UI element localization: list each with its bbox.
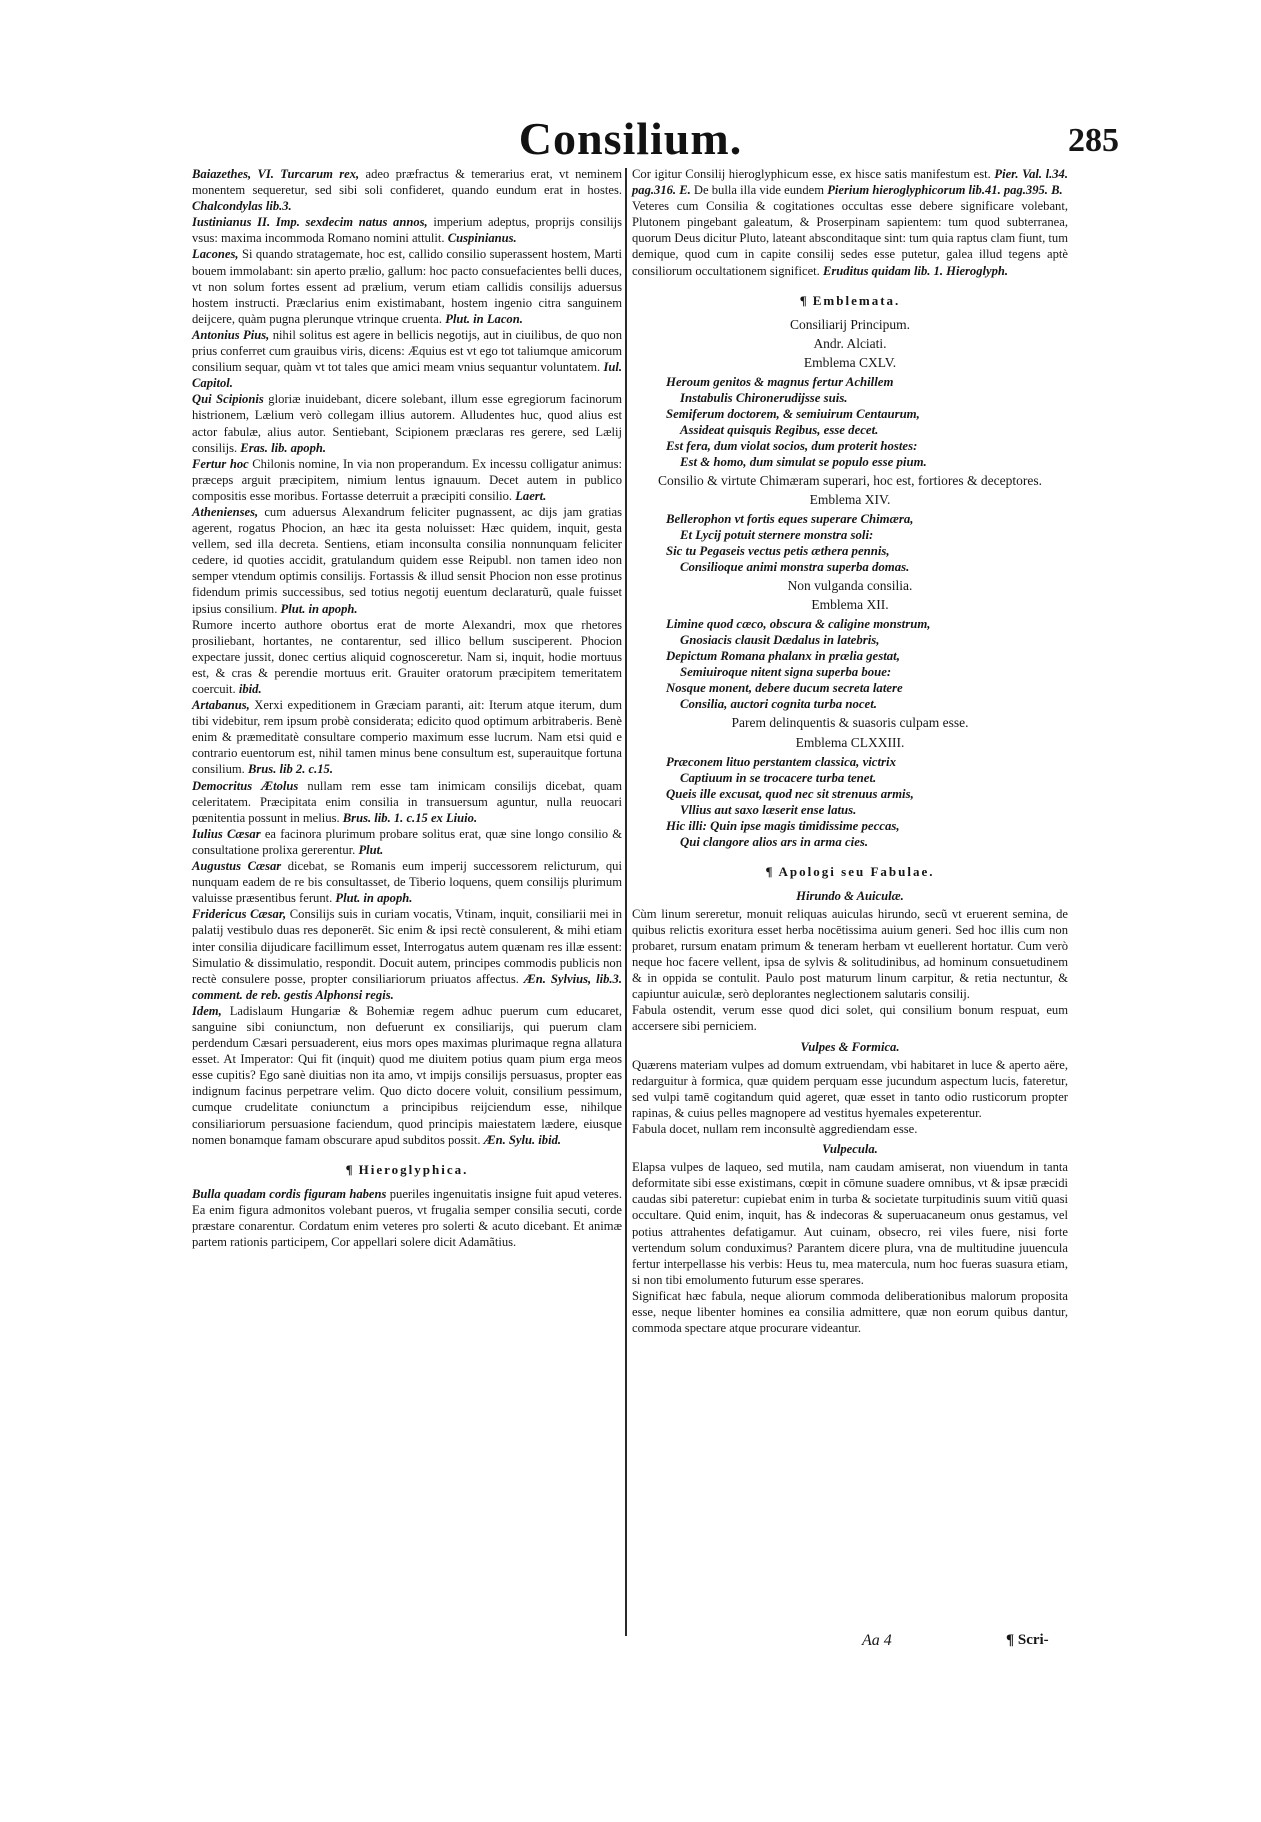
verse-line: Assideat quisquis Regibus, esse decet.	[680, 423, 879, 438]
verse-line: Instabulis Chironerudijsse suis.	[680, 391, 848, 406]
entry-text: De bulla illa vide eundem	[690, 183, 828, 198]
verse-line: Heroum genitos & magnus fertur Achillem	[666, 375, 894, 390]
fable-title: Vulpes & Formica.	[800, 1039, 900, 1054]
entry-source: Plut. in apoph.	[280, 601, 358, 616]
entry-source: Æn. Sylvius, lib.3. comment. de reb. gestis Alphonsi regis.	[192, 971, 622, 1002]
entry-lead: Antonius Pius,	[192, 327, 270, 342]
verse-line: Est & homo, dum simulat se populo esse pium.	[680, 455, 927, 470]
fable-paragraph: Quærens materiam vulpes ad domum extruendam, vbi habitaret in luce & aperto aëre, redarguitur à formica, quæ quidem perquam esse jucundum aspectum lucis, fateretur, sed vulpi tamē cogitandum quid ageret, quæ esset in tanto odio rusticorum propter rapinas, & cuius pelles magnopere ad vestitus hyemales expeterentur.	[632, 1057, 1068, 1120]
entry-paragraph	[192, 697, 622, 777]
verse-line: Semiferum doctorem, & semiuirum Centaurum,	[666, 407, 920, 422]
fable-paragraph: Significat hæc fabula, neque aliorum commoda deliberationibus malorum proposita esse, neque libenter homines ea consilia admittere, quæ non eorum quibus dantur, commoda spectare atque procurare videantur.	[632, 1288, 1068, 1336]
entry-source: Brus. lib 2. c.15.	[247, 762, 334, 777]
heading-text: Apologi seu Fabulae.	[778, 863, 935, 879]
verse-line: Hic illi: Quin ipse magis timidissime peccas,	[666, 818, 900, 833]
entry-paragraph	[192, 166, 622, 214]
entry-paragraph	[632, 166, 1068, 198]
entry-text: Rumore incerto authore obortus erat de morte Alexandri, mox que rhetores prosiliebant, hortantes, ne contarentur, sed illico bellum susciperent. Phocion expectare jussit, donec certius aliquid cognosceretur. Nam si, inquit, hodie mortuus est, & cras & perendie mortuus erit. Grauiter oratorum præcipitem temeritatem coercuit.	[192, 617, 622, 696]
heading-text: Hieroglyphica.	[358, 1161, 469, 1177]
verse-line: Et Lycij potuit sternere monstra soli:	[680, 528, 874, 543]
page-title: Consilium.	[518, 113, 743, 164]
fable-paragraph: Fabula ostendit, verum esse quod dici solet, qui consilium bonum respuat, eum accersere sibi perniciem.	[632, 1003, 1068, 1034]
verse-line: Est fera, dum violat socios, dum proterit hostes:	[666, 439, 918, 454]
entry-source: Eruditus quidam lib. 1. Hieroglyph.	[822, 263, 1009, 278]
right-column	[632, 166, 1068, 1336]
entry-lead: Bulla quadam cordis figuram habens	[192, 1186, 387, 1201]
entry-text: gloriæ inuidebant, dicere solebant, illum esse egregiorum facinorum histrionem, Lælium verò collegam illius autorem. Alludentes huc, quod alius est actor fabulæ, alius autor. Sentiebant, Scipionem præclaras res gerere, sed Lælij consilijs.	[192, 392, 622, 455]
verse-line: Qui clangore alios ars in arma cies.	[680, 834, 869, 849]
section-heading-emblemata	[632, 293, 1068, 309]
section-heading-hieroglyphica	[192, 1162, 622, 1178]
entry-source: Brus. lib. 1. c.15 ex Liuio.	[342, 810, 478, 825]
signature-mark: Aa 4	[862, 1632, 892, 1649]
entry-text: adeo præfractus & temerarius erat, vt neminem monentem sequeretur, sed sibi soli confideret, quando eundum erat in hostes.	[192, 167, 622, 198]
entry-text: Chilonis nomine, In via non properandum. Ex incessu colligatur animus: præceps arguit præcipitem, nimium lentus ignauum. Decet autem in publico compositis esse moribus. Fortasse deterruit a præcipiti consilio.	[192, 456, 622, 503]
entry-source: Eras. lib. apoph.	[240, 440, 327, 455]
verse-line: Semiuiroque nitent signa superba boue:	[680, 665, 892, 680]
emblem-caption: Consilio & virtute Chimæram superari, hoc est, fortiores & deceptores.	[658, 473, 1042, 489]
entry-lead: Artabanus,	[192, 698, 250, 713]
catchword: ¶ Scri-	[1006, 1632, 1049, 1648]
verse-line: Captiuum in se trocacere turba tenet.	[680, 770, 877, 785]
left-column	[192, 166, 622, 1250]
emblem-author: Andr. Alciati.	[813, 335, 887, 351]
heading-text: Emblemata.	[812, 292, 901, 308]
emblem-verse	[666, 511, 1068, 575]
fable-title: Vulpecula.	[822, 1142, 878, 1157]
entry-source: Æn. Sylu. ibid.	[483, 1132, 562, 1147]
verse-line: Bellerophon vt fortis eques superare Chimæra,	[666, 512, 914, 527]
entry-text: Cor igitur Consilij hieroglyphicum esse, ex hisce satis manifestum est.	[632, 167, 991, 181]
entry-paragraph	[192, 456, 622, 504]
entry-source: Cuspinianus.	[447, 231, 517, 246]
verse-line: Gnosiacis clausit Dædalus in latebris,	[680, 633, 880, 648]
verse-line: Consilia, auctori cognita turba nocet.	[680, 697, 877, 712]
entry-source: Pierium hieroglyphicorum lib.41. pag.395. B.	[827, 183, 1063, 198]
entry-text: Xerxi expeditionem in Græciam paranti, ait: Iterum atque iterum, dum tibi videbitur, rem ipsum probè considerata; edicito quod optimum arbitraberis. Benè enim & præmeditatè consultare comperio maximum esse lucrum. Nam etsi quid e contrario euentorum est, nihil tamen minus bene consultum est, superauitque fortuna consilium.	[192, 698, 622, 777]
entry-source: Plut.	[358, 842, 384, 857]
verse-line: Limine quod cæco, obscura & caligine monstrum,	[666, 617, 931, 632]
emblem-caption: Consiliarij Principum.	[790, 316, 910, 332]
entry-paragraph	[192, 906, 622, 1003]
verse-line: Consilioque animi monstra superba domas.	[680, 560, 910, 575]
entry-lead: Idem,	[192, 1003, 222, 1018]
entry-paragraph	[632, 198, 1068, 278]
entry-source: ibid.	[238, 682, 262, 696]
section-heading-apologi	[632, 864, 1068, 880]
pilcrow-icon: ¶	[765, 863, 775, 879]
entry-paragraph	[192, 617, 622, 697]
emblem-number: Emblema CXLV.	[803, 354, 897, 370]
emblem-caption: Non vulganda consilia.	[787, 578, 913, 594]
entry-paragraph	[192, 504, 622, 617]
entry-text: dicebat, se Romanis eum imperij successorem relicturum, qui nunquam eadem de re bis consultasset, de Tiberio loquens, quem consilijs plurimum valuisse præsentibus ferunt.	[192, 859, 622, 906]
entry-paragraph	[192, 214, 622, 246]
entry-text: Ladislaum Hungariæ & Bohemiæ regem adhuc puerum cum educaret, sanguine sibi coniunctum, non defuerunt ex consiliarijs, qui puerum clam perdendum Cæsari persuaderent, eius mors opes maximas plurimaque regna allatura esset. At Imperator: Qui fit (inquit) quod me diuitem potius quam pium erga meos esse cupitis? Ego sanè diuitias non ita amo, vt impijs consilijs persuasus, propter eas indignum facinus perpetrare velim. Quo dicto docere voluit, consilium pessimum, cumque crudelitate coniunctum a principibus reijciendum esse, nihilque consiliariorum persuasione faciendum, quod principis maiestatem lædere, eiusque nomen bonamque famam obscurare apud subditos possit.	[192, 1003, 622, 1147]
entry-lead: Augustus Cæsar	[192, 859, 282, 874]
entry-lead: Iustinianus II. Imp. sexdecim natus annos,	[192, 215, 428, 230]
fable-title: Hirundo & Auiculæ.	[796, 888, 904, 903]
verse-line: Præconem lituo perstantem classica, victrix	[666, 754, 896, 769]
page-number: 285	[1068, 122, 1119, 159]
entry-source: Laert.	[515, 488, 547, 503]
entry-text: nihil solitus est agere in bellicis negotijs, aut in ciuilibus, de quo non prius conferret cum grauibus viris, dicens: Æquius est vt ego tot taliumque amicorum consilium sequar, quàm vt tot tales que amici meam vnius sequantur voluntatem.	[192, 327, 622, 375]
pilcrow-icon: ¶	[345, 1161, 355, 1177]
emblem-number: Emblema XIV.	[809, 492, 891, 508]
entry-lead: Iulius Cæsar	[192, 826, 261, 841]
verse-line: Nosque monent, debere ducum secreta latere	[666, 681, 903, 696]
entry-lead: Baiazethes, VI. Turcarum rex,	[192, 167, 360, 181]
entry-text: Veteres cum Consilia & cogitationes occultas esse debere significare volebant, Plutonem pingebant galeatum, & Proserpinam sapientem: tum quod subterranea, quorum Deus dicitur Pluto, lateant absconditaque sint: tum quia raptus clam fiunt, tum demique, quod cum in capite consilij sedes esse putetur, galea illud tegens aptè consiliorum occultationem significet.	[632, 199, 1068, 278]
entry-paragraph	[192, 858, 622, 906]
entry-lead: Lacones,	[192, 247, 239, 262]
entry-paragraph	[192, 327, 622, 391]
entry-text: Consilijs suis in curiam vocatis, Vtinam, inquit, consiliarii mei in palatij vestibulo duas res deponerēt. Sic enim & ipsi rectè consulerent, & mihi etiam inter consilia dijudicare facillimum esset, Interrogatus autem quænam res illæ essent: Simulatio & dissimulatio, respondit. Docuit autem, principes commodis publicis non rectè consulere posse, propter consiliariorum priuatos affectus.	[192, 907, 622, 986]
entry-text: pueriles ingenuitatis insigne fuit apud veteres. Ea enim figura admonitos volebant pueros, vt frugalia semper consilia secuti, corde præstare conarentur. Cordatum enim veteres pro solerti & acuto dicebant. Et animæ partem rationis participem, Cor appellari solere dicit Adamãtius.	[192, 1186, 622, 1250]
emblem-verse	[666, 374, 1068, 470]
pilcrow-icon: ¶	[799, 292, 809, 308]
entry-lead: Democritus Ætolus	[192, 778, 299, 793]
entry-text: ea facinora plurimum probare solitus erat, quæ sine longo consilio & consultatione prolixa gererentur.	[192, 826, 622, 857]
entry-text: Si quando stratagemate, hoc est, callido consilio superassent hostem, Marti bouem immolabant: sin aperto prælio, gallum: hoc pacto consuefacientes belli duces, vt non solum fortes essent ad prælium, verum etiam callidis consilijs aduersus hostem instructi. Præclarius enim existimabant, hostem ingenio citra sanguinem deijcere, quàm pugna plerunque vtrinque cruenta.	[192, 247, 622, 326]
verse-line: Depictum Romana phalanx in prælia gestat,	[666, 649, 900, 664]
entry-source: Chalcondylas lib.3.	[192, 199, 292, 214]
entry-source: Iul. Capitol.	[192, 360, 622, 391]
entry-text: imperium adeptus, proprijs consilijs vsus: maxima incommoda Romano nomini attulit.	[192, 215, 622, 246]
emblem-verse	[666, 616, 1068, 712]
verse-line: Vllius aut saxo læserit ense latus.	[680, 802, 857, 817]
entry-lead: Athenienses,	[192, 504, 259, 519]
fable-paragraph: Cùm linum sereretur, monuit reliquas auiculas hirundo, secũ vt eruerent semina, de quibus relictis exoritura esset herba nocētissima auium generi. Sed hoc illis cum non probaret, rursum enatam primum & teneram herbam vt euellerent hortatur. Cum verò neque hoc facere vellent, ipsa de sylvis & solitudinibus, ad hominum consuetudinem & in oppida se contulit. Paulo post maturum linum carpitur, & retia nectuntur, & capiuntur auiculæ, serò deplorantes neglectionem salutaris consilij.	[632, 906, 1068, 1002]
emblem-verse	[666, 754, 1068, 850]
entry-paragraph	[192, 1186, 622, 1250]
emblem-number: Emblema CLXXIII.	[795, 734, 905, 750]
fable-paragraph: Fabula docet, nullam rem inconsultè aggrediendam esse.	[632, 1122, 918, 1136]
entry-paragraph	[192, 1003, 622, 1148]
entry-text: cum aduersus Alexandrum feliciter pugnassent, ac dijs jam gratias agerent, rogatus Phocion, an hæc ita gesta noluisset: Hæc quidem, inquit, gesta vellem, sed illa decreta. Sentiens, etiam inconsulta consilia nonnunquam feliciter cedere, id quoties accidit, gratulandum quidem esse Reipubl. non tamen ideo non semper vtendum optimis consilijs. Fortassis & illud sensit Phocion non esse protinus fidendum primis successibus, sed totius negotij euentum declaraturũ, quale fuisset ipsius consilium.	[192, 504, 622, 616]
entry-lead: Fertur hoc	[192, 456, 249, 471]
entry-text: nullam rem esse tam inimicam consilijs dicebat, quam celeritatem. Præcipitata enim consilia in transuersum aguntur, nulla reuocari pœnitentia possunt in melius.	[192, 778, 622, 825]
entry-paragraph	[192, 246, 622, 326]
entry-lead: Qui Scipionis	[192, 392, 264, 407]
entry-paragraph	[192, 826, 622, 858]
entry-source: Plut. in Lacon.	[445, 311, 523, 326]
entry-lead: Fridericus Cæsar,	[192, 907, 287, 922]
column-divider	[625, 168, 627, 1636]
fable-paragraph: Elapsa vulpes de laqueo, sed mutila, nam caudam amiserat, non viuendum in tanta deformitate sibi esse existimans, cœpit in cōmune suadere omnibus, vt & ipsæ præcidi caudas sibi pateretur: cupiebat enim in turba & societate turpitudinis suum vitiũ quasi occultare. Quid enim, inquit, has & indecoras & superuacaneum onus gestamus, vel potius attrahentes defatigamur. Aut cuinam, obsecro, rei viles fuere, nisi forte vertendum solum conduximus? Parantem dicere plura, vna de multitudine juuencula fertur interpellasse his verbis: Heus tu, mea matercula, num hoc fueras suasura etiam, si non tibi emolumento futurum esse sperares.	[632, 1160, 1068, 1287]
verse-line: Queis ille excusat, quod nec sit strenuus armis,	[666, 786, 914, 801]
verse-line: Sic tu Pegaseis vectus petis æthera pennis,	[666, 544, 890, 559]
emblem-caption: Parem delinquentis & suasoris culpam esse.	[731, 715, 969, 731]
entry-source: Pier. Val. l.34. pag.316. E.	[632, 167, 1068, 198]
entry-paragraph	[192, 391, 622, 455]
entry-paragraph	[192, 778, 622, 826]
emblem-number: Emblema XII.	[811, 597, 889, 613]
entry-source: Plut. in apoph.	[335, 891, 413, 906]
